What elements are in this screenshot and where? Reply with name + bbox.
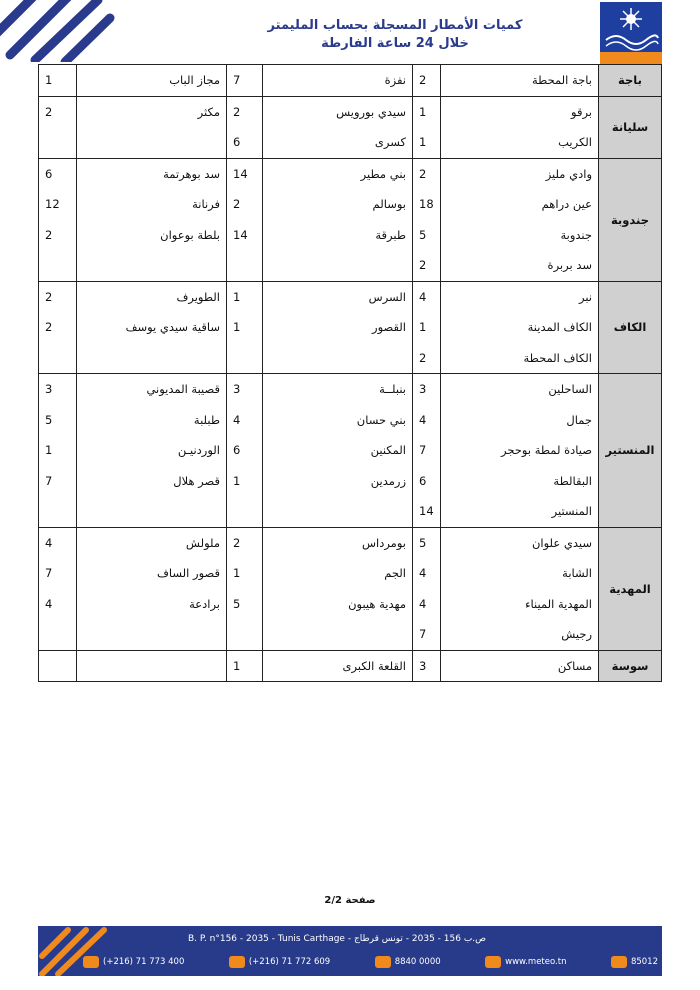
station-name: سيدي بورويس <box>263 96 413 127</box>
rainfall-value <box>39 496 77 527</box>
table-row <box>39 127 662 158</box>
phone-icon <box>83 956 99 968</box>
rainfall-value: 2 <box>39 96 77 127</box>
station-name: بنبلــة <box>263 374 413 405</box>
governorate-cell: سوسة <box>599 650 662 682</box>
website-link[interactable]: www.meteo.tn <box>505 957 567 967</box>
sms-number: 85012 <box>630 957 658 967</box>
table-row <box>39 158 662 189</box>
station-name: طبلبة <box>77 405 227 436</box>
rainfall-value: 1 <box>39 65 77 97</box>
rainfall-value: 2 <box>413 250 441 281</box>
station-name <box>77 496 227 527</box>
station-name: جندوبة <box>441 220 599 251</box>
station-name: صيادة لمطة بوحجر <box>441 435 599 466</box>
rainfall-value: 2 <box>39 281 77 312</box>
rainfall-value: 3 <box>227 374 263 405</box>
rainfall-value: 2 <box>413 65 441 97</box>
station-name: قصور الساف <box>77 558 227 589</box>
rainfall-value: 1 <box>227 281 263 312</box>
rainfall-value: 14 <box>227 158 263 189</box>
rainfall-value: 2 <box>413 343 441 374</box>
station-name: القصور <box>263 312 413 343</box>
station-name <box>77 619 227 650</box>
station-name: عين دراهم <box>441 189 599 220</box>
rainfall-value <box>227 343 263 374</box>
fax-icon <box>229 956 245 968</box>
rainfall-value: 6 <box>39 158 77 189</box>
rainfall-value: 2 <box>227 96 263 127</box>
table-row <box>39 189 662 220</box>
station-name <box>263 250 413 281</box>
website-contact[interactable] <box>485 956 566 968</box>
hotline-contact <box>375 956 441 968</box>
station-name: بومرداس <box>263 527 413 558</box>
table-row <box>39 374 662 405</box>
rainfall-value: 3 <box>413 650 441 682</box>
table-row <box>39 650 662 682</box>
rainfall-value <box>227 496 263 527</box>
rainfall-value: 6 <box>227 435 263 466</box>
rainfall-value: 2 <box>39 220 77 251</box>
table-row <box>39 435 662 466</box>
rainfall-value <box>227 619 263 650</box>
rainfall-value: 7 <box>39 466 77 497</box>
station-name: رجيش <box>441 619 599 650</box>
rainfall-value: 5 <box>39 405 77 436</box>
station-name: البقالطة <box>441 466 599 497</box>
station-name: وادي مليز <box>441 158 599 189</box>
station-name <box>263 496 413 527</box>
station-name <box>77 650 227 682</box>
footer-address: B. P. n°156 - 2035 - Tunis Carthage - ص.ب 156 - 2035 - تونس قرطاج <box>188 934 487 944</box>
rainfall-value: 5 <box>413 527 441 558</box>
station-name: بني مطير <box>263 158 413 189</box>
fax-contact <box>229 956 330 968</box>
footer-stripes <box>38 926 118 976</box>
rainfall-value: 14 <box>413 496 441 527</box>
rainfall-value: 14 <box>227 220 263 251</box>
station-name: نفزة <box>263 65 413 97</box>
station-name: المنستير <box>441 496 599 527</box>
rainfall-value: 12 <box>39 189 77 220</box>
station-name: القلعة الكبرى <box>263 650 413 682</box>
station-name: الوردنيـن <box>77 435 227 466</box>
governorate-cell: الكاف <box>599 281 662 374</box>
table-row <box>39 405 662 436</box>
rainfall-value: 6 <box>413 466 441 497</box>
rainfall-value: 2 <box>227 527 263 558</box>
rainfall-value: 1 <box>227 466 263 497</box>
rainfall-table <box>38 64 662 682</box>
table-row <box>39 558 662 589</box>
rainfall-value: 5 <box>227 589 263 620</box>
station-name: الطويرف <box>77 281 227 312</box>
rainfall-value: 1 <box>227 312 263 343</box>
station-name: ساقية سيدي يوسف <box>77 312 227 343</box>
station-name: مساكن <box>441 650 599 682</box>
station-name: الكاف المحطة <box>441 343 599 374</box>
table-row <box>39 96 662 127</box>
page-number: صفحة 2/2 <box>324 895 376 906</box>
decorative-stripes <box>0 0 115 62</box>
page-header <box>0 0 700 62</box>
station-name: بني حسان <box>263 405 413 436</box>
rainfall-value: 4 <box>39 589 77 620</box>
governorate-cell: جندوبة <box>599 158 662 281</box>
rainfall-value: 2 <box>227 189 263 220</box>
station-name: الكريب <box>441 127 599 158</box>
table-row <box>39 496 662 527</box>
rainfall-value: 18 <box>413 189 441 220</box>
rainfall-value <box>39 619 77 650</box>
rainfall-value: 7 <box>227 65 263 97</box>
rainfall-value: 1 <box>227 650 263 682</box>
table-row <box>39 343 662 374</box>
phone-contact <box>83 956 184 968</box>
rainfall-value: 7 <box>413 435 441 466</box>
station-name: المهدية الميناء <box>441 589 599 620</box>
station-name: كسرى <box>263 127 413 158</box>
sms-contact <box>611 956 658 968</box>
station-name: سد بربرة <box>441 250 599 281</box>
rainfall-value: 1 <box>413 312 441 343</box>
station-name: مهدية هيبون <box>263 589 413 620</box>
report-title: كميات الأمطار المسجلة بحساب المليمتر <box>267 18 523 33</box>
hotline-number: 8840 0000 <box>394 957 441 967</box>
rainfall-value: 1 <box>413 96 441 127</box>
station-name: الكاف المدينة <box>441 312 599 343</box>
station-name: ملولش <box>77 527 227 558</box>
station-name: بلطة بوعوان <box>77 220 227 251</box>
station-name: سيدي علوان <box>441 527 599 558</box>
station-name: باجة المحطة <box>441 65 599 97</box>
station-name: السرس <box>263 281 413 312</box>
station-name <box>77 250 227 281</box>
station-name: برادعة <box>77 589 227 620</box>
inm-logo-icon <box>600 2 662 64</box>
station-name: المكنين <box>263 435 413 466</box>
rainfall-value: 3 <box>39 374 77 405</box>
table-row <box>39 527 662 558</box>
station-name: قصر هلال <box>77 466 227 497</box>
fax-number: (+216) 71 772 609 <box>248 957 331 967</box>
rainfall-value: 4 <box>227 405 263 436</box>
rainfall-value <box>39 127 77 158</box>
station-name: مكثر <box>77 96 227 127</box>
table-row <box>39 589 662 620</box>
rainfall-value: 7 <box>39 558 77 589</box>
station-name: الشابة <box>441 558 599 589</box>
rainfall-value: 2 <box>413 158 441 189</box>
station-name <box>77 127 227 158</box>
phone-number: (+216) 71 773 400 <box>103 957 185 967</box>
table-row <box>39 312 662 343</box>
governorate-cell: المهدية <box>599 527 662 650</box>
station-name: برقو <box>441 96 599 127</box>
station-name: فرنانة <box>77 189 227 220</box>
station-name <box>77 343 227 374</box>
table-row <box>39 250 662 281</box>
footer-contacts <box>83 956 658 968</box>
station-name: الجم <box>263 558 413 589</box>
table-row <box>39 65 662 97</box>
rainfall-value: 2 <box>39 312 77 343</box>
table-row <box>39 619 662 650</box>
rainfall-value: 1 <box>413 127 441 158</box>
hotline-icon <box>375 956 391 968</box>
rainfall-value: 1 <box>39 435 77 466</box>
rainfall-value <box>39 250 77 281</box>
rainfall-value: 4 <box>39 527 77 558</box>
report-subtitle: خلال 24 ساعة الفارطة <box>321 36 469 51</box>
governorate-cell: سليانة <box>599 96 662 158</box>
sms-icon <box>611 956 627 968</box>
rainfall-value: 4 <box>413 405 441 436</box>
table-row <box>39 466 662 497</box>
rainfall-value: 4 <box>413 281 441 312</box>
rainfall-value <box>39 343 77 374</box>
table-row <box>39 281 662 312</box>
governorate-cell: المنستير <box>599 374 662 528</box>
station-name: مجاز الباب <box>77 65 227 97</box>
governorate-cell: باجة <box>599 65 662 97</box>
rainfall-value <box>39 650 77 682</box>
station-name: طبرقة <box>263 220 413 251</box>
globe-icon <box>485 956 501 968</box>
rainfall-value: 5 <box>413 220 441 251</box>
table-row <box>39 220 662 251</box>
station-name <box>263 619 413 650</box>
rainfall-value: 4 <box>413 558 441 589</box>
station-name <box>263 343 413 374</box>
rainfall-value <box>227 250 263 281</box>
rainfall-value: 7 <box>413 619 441 650</box>
station-name: زرمدين <box>263 466 413 497</box>
page-footer <box>38 926 662 976</box>
station-name: بوسالم <box>263 189 413 220</box>
station-name: جمال <box>441 405 599 436</box>
rainfall-value: 4 <box>413 589 441 620</box>
rainfall-value: 3 <box>413 374 441 405</box>
station-name: الساحلين <box>441 374 599 405</box>
rainfall-value: 1 <box>227 558 263 589</box>
station-name: نبر <box>441 281 599 312</box>
rainfall-value: 6 <box>227 127 263 158</box>
station-name: سد بوهرتمة <box>77 158 227 189</box>
station-name: قصيبة المديوني <box>77 374 227 405</box>
